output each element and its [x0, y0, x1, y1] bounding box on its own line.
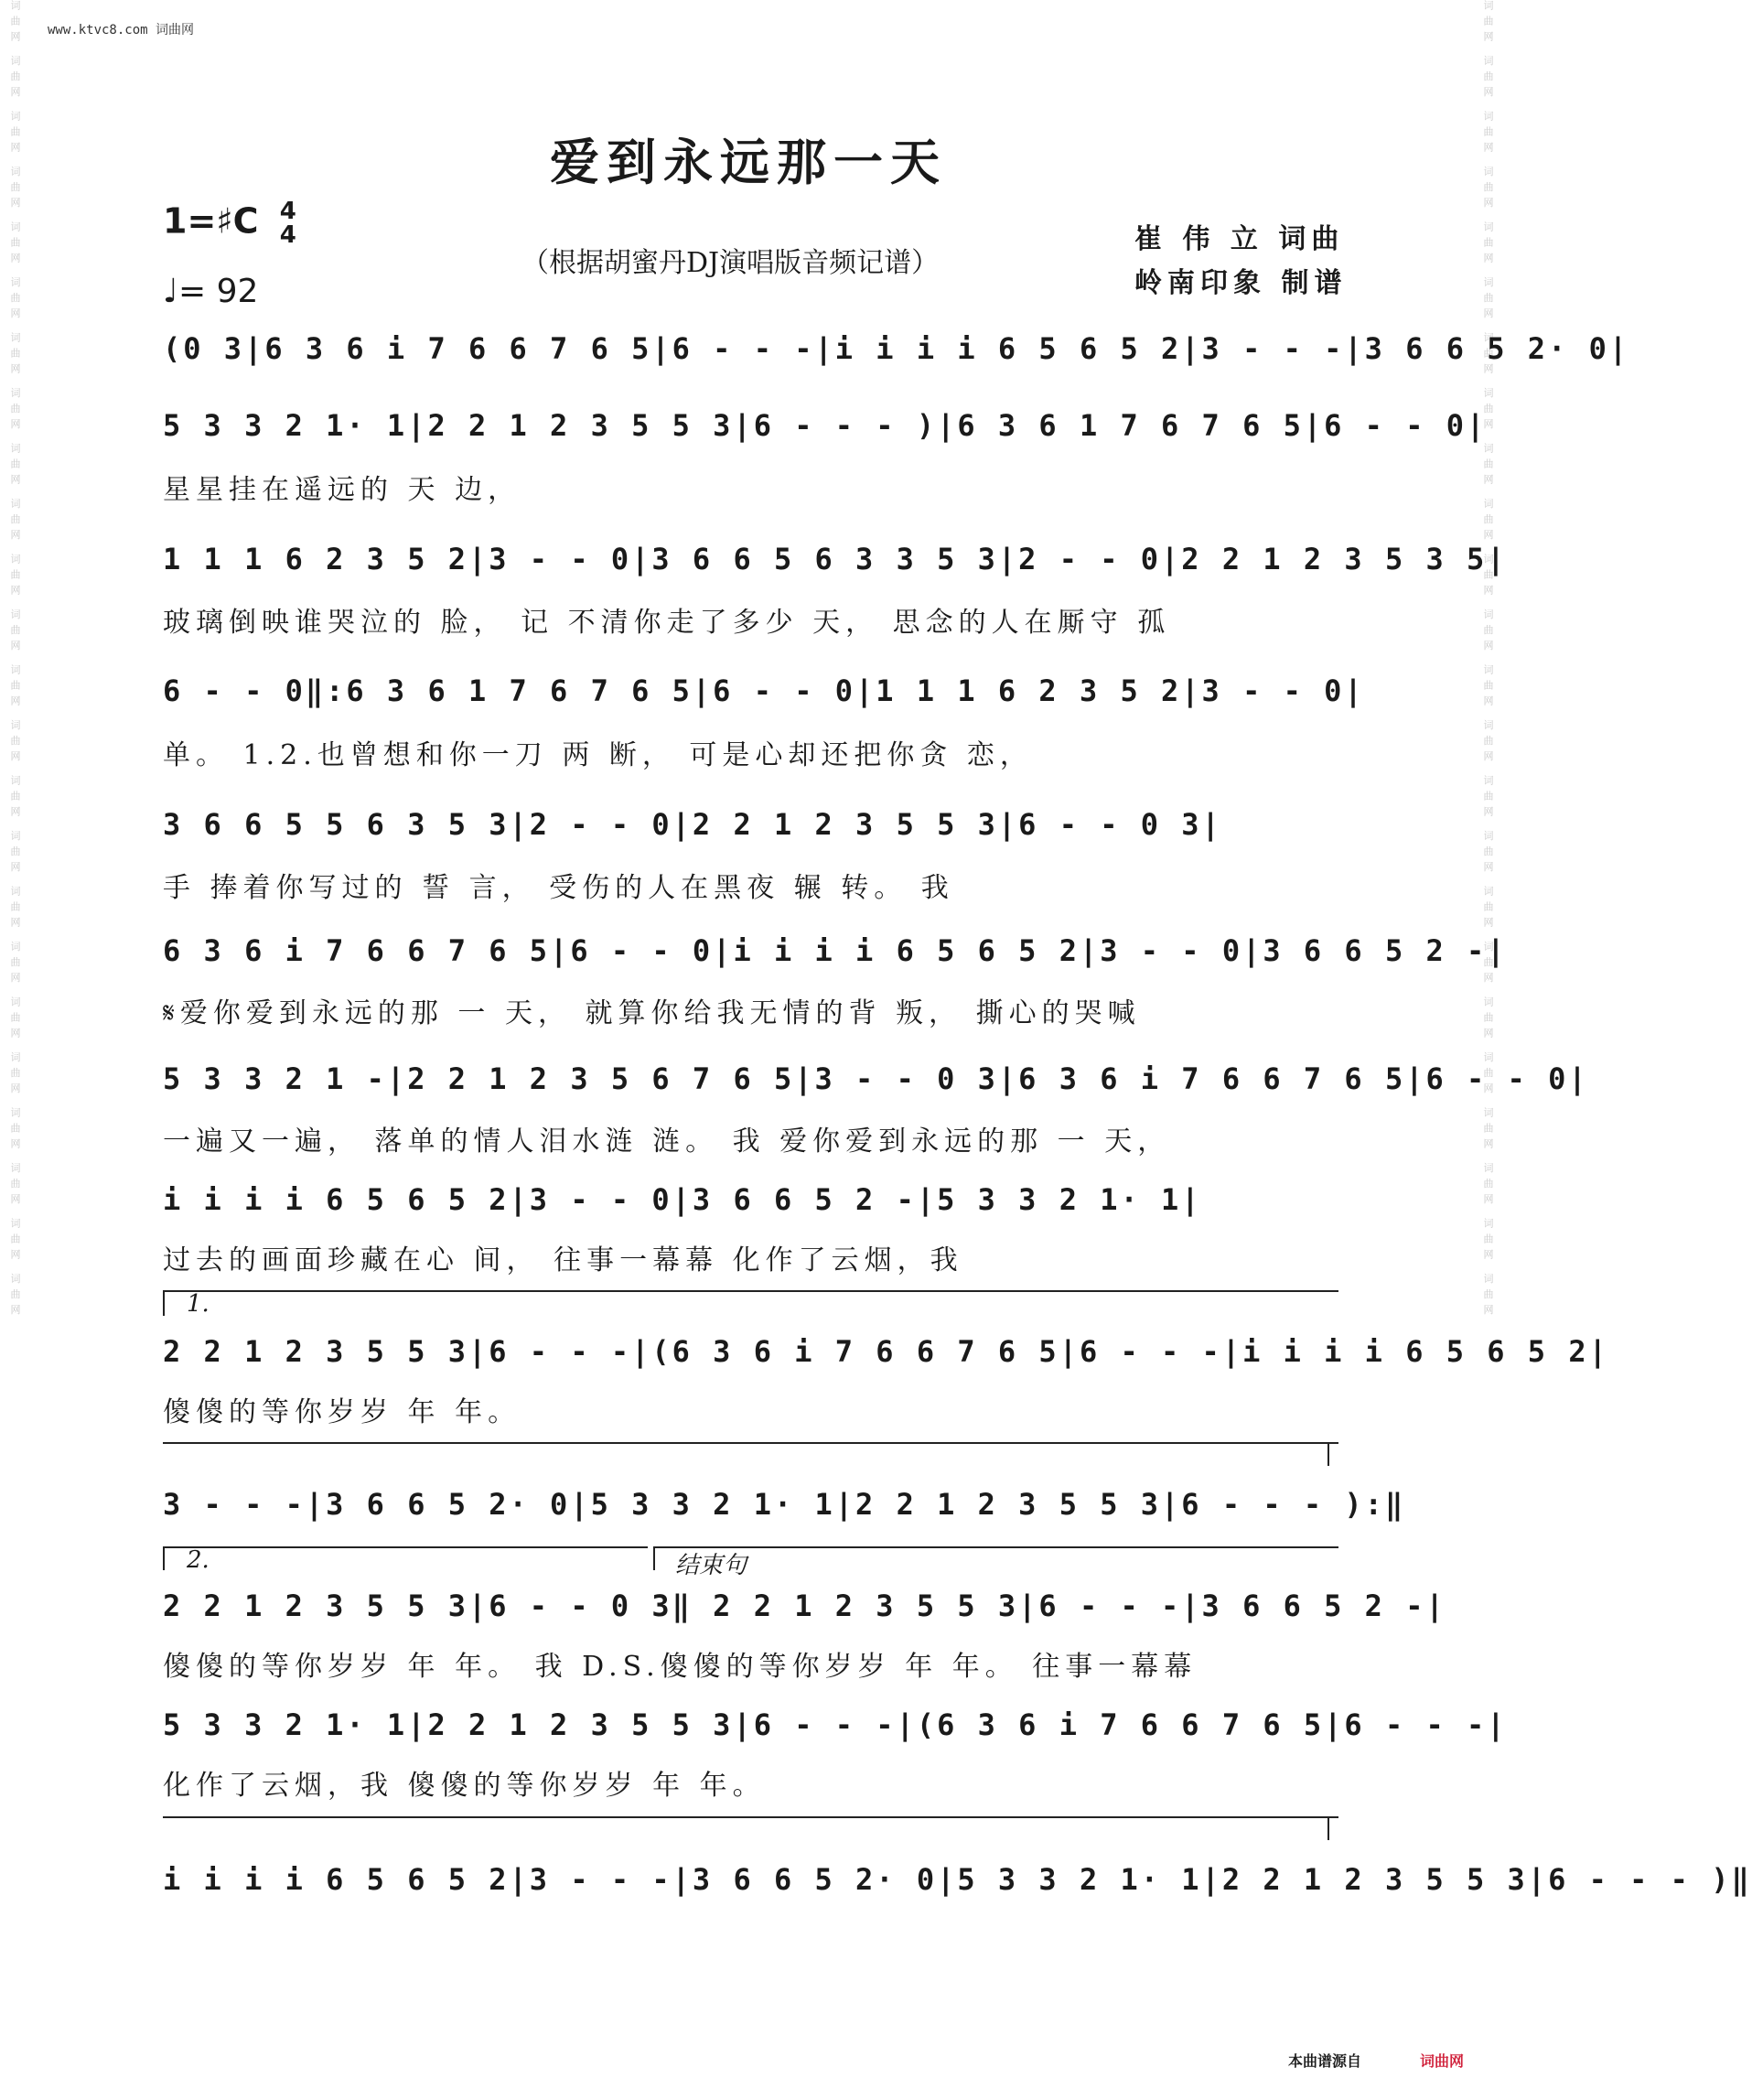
notation-row-10: 3 - - -|3 6 6 5 2· 0|5 3 3 2 1· 1|2 2 1 2 3 5 5 3|6 - - - ):‖	[163, 1487, 1406, 1522]
lyric-row-11: 傻傻的等你岁岁 年 年。 我 D.S.傻傻的等你岁岁 年 年。 往事一幕幕	[163, 1651, 1198, 1683]
notation-row-3: 1 1 1 6 2 3 5 2|3 - - 0|3 6 6 5 6 3 3 5 3|2 - - 0|2 2 1 2 3 5 3 5|	[163, 542, 1508, 576]
notation-row-4: 6 - - 0‖:6 3 6 1 7 6 7 6 5|6 - - 0|1 1 1 6 2 3 5 2|3 - - 0|	[163, 673, 1365, 708]
volta-bracket-2	[163, 1546, 648, 1548]
notation-row-9: 2 2 1 2 3 5 5 3|6 - - -|(6 3 6 i 7 6 6 7 6 5|6 - - -|i i i i 6 5 6 5 2|	[163, 1334, 1609, 1369]
lyric-row-5: 手 捧着你写过的 誓 言， 受伤的人在黑夜 辗 转。 我	[163, 872, 954, 904]
lyric-row-4: 单。 1.2.也曾想和你一刀 两 断， 可是心却还把你贪 恋，	[163, 739, 1033, 771]
ending-label: 结束句	[675, 1552, 747, 1579]
lyric-row-12: 化作了云烟，我 傻傻的等你岁岁 年 年。	[163, 1770, 766, 1802]
site-header: www.ktvc8.com 词曲网	[48, 23, 195, 38]
side-watermark-left: 词曲网 词曲网 词曲网 词曲网 词曲网 词曲网 词曲网 词曲网 词曲网 词曲网 词曲网 词曲网 词曲网 词曲网 词曲网 词曲网 词曲网 词曲网 词曲网 词曲网 词曲网 词曲网 词曲网 词曲网	[9, 0, 21, 1320]
key-signature	[163, 199, 296, 247]
volta-1-label: 1.	[187, 1290, 210, 1318]
key-label: 1=♯C	[163, 200, 259, 242]
footer-brand[interactable]: 词曲网	[1420, 2052, 1465, 2070]
notation-row-13: i i i i 6 5 6 5 2|3 - - -|3 6 6 5 2· 0|5 3 3 2 1· 1|2 2 1 2 3 5 5 3|6 - - - )‖	[163, 1862, 1752, 1897]
volta-2-label: 2.	[187, 1546, 210, 1574]
notation-row-5: 3 6 6 5 5 6 3 5 3|2 - - 0|2 2 1 2 3 5 5 3|6 - - 0 3|	[163, 807, 1222, 842]
notation-row-1: (0 3|6 3 6 i 7 6 6 7 6 5|6 - - -|i i i i 6 5 6 5 2|3 - - -|3 6 6 5 2· 0|	[163, 331, 1630, 366]
time-numerator: 4	[279, 198, 296, 225]
ending-bracket-tick	[653, 1546, 655, 1570]
lyric-row-8: 过去的画面珍藏在心 间， 往事一幕幕 化作了云烟，我	[163, 1244, 963, 1276]
credits	[1134, 218, 1347, 306]
lyric-row-3: 玻璃倒映谁哭泣的 脸， 记 不清你走了多少 天， 思念的人在厮守 孤	[163, 607, 1171, 639]
repeat-bracket-tick	[1327, 1816, 1329, 1840]
volta-bracket-2-tick	[163, 1546, 165, 1570]
lyric-row-6: 𝄋爱你爱到永远的那 一 天， 就算你给我无情的背 叛， 撕心的哭喊	[163, 997, 1141, 1029]
lyric-row-7: 一遍又一遍， 落单的情人泪水涟 涟。 我 爱你爱到永远的那 一 天，	[163, 1125, 1171, 1158]
notation-row-12: 5 3 3 2 1· 1|2 2 1 2 3 5 5 3|6 - - -|(6 3 6 i 7 6 6 7 6 5|6 - - -|	[163, 1707, 1508, 1742]
time-denominator: 4	[279, 221, 296, 249]
volta-bracket-1	[163, 1290, 1338, 1292]
footer-source: 本曲谱源自	[1288, 2052, 1362, 2070]
lyric-row-2: 星星挂在遥远的 天 边，	[163, 474, 521, 506]
volta-bracket-1-end	[163, 1442, 1338, 1444]
volta-bracket-1-end-tick	[1327, 1442, 1329, 1466]
lyric-row-9: 傻傻的等你岁岁 年 年。	[163, 1396, 521, 1428]
ending-bracket	[653, 1546, 1338, 1548]
notation-row-11: 2 2 1 2 3 5 5 3|6 - - 0 3‖ 2 2 1 2 3 5 5 3|6 - - -|3 6 6 5 2 -|	[163, 1588, 1446, 1623]
notation-row-6: 6 3 6 i 7 6 6 7 6 5|6 - - 0|i i i i 6 5 6 5 2|3 - - 0|3 6 6 5 2 -|	[163, 933, 1508, 968]
composer-credit: 崔 伟 立 词曲	[1134, 223, 1345, 255]
notation-row-8: i i i i 6 5 6 5 2|3 - - 0|3 6 6 5 2 -|5 3 3 2 1· 1|	[163, 1182, 1202, 1217]
notation-row-2: 5 3 3 2 1· 1|2 2 1 2 3 5 5 3|6 - - - )|6 3 6 1 7 6 7 6 5|6 - - 0|	[163, 408, 1488, 443]
arranger-credit: 岭南印象 制谱	[1134, 267, 1348, 299]
repeat-bracket	[163, 1816, 1338, 1818]
source-note: （根据胡蜜丹DJ演唱版音频记谱）	[521, 247, 940, 279]
side-watermark-right: 词曲网 词曲网 词曲网 词曲网 词曲网 词曲网 词曲网 词曲网 词曲网 词曲网 词曲网 词曲网 词曲网 词曲网 词曲网 词曲网 词曲网 词曲网 词曲网 词曲网 词曲网 词曲网 词曲网 词曲网	[1482, 0, 1494, 1320]
time-signature	[280, 199, 296, 247]
song-title: 爱到永远那一天	[550, 133, 947, 191]
notation-row-7: 5 3 3 2 1 -|2 2 1 2 3 5 6 7 6 5|3 - - 0 3|6 3 6 i 7 6 6 7 6 5|6 - - 0|	[163, 1061, 1589, 1096]
tempo-mark: ♩= 92	[163, 273, 259, 310]
volta-bracket-1-tick	[163, 1290, 165, 1316]
